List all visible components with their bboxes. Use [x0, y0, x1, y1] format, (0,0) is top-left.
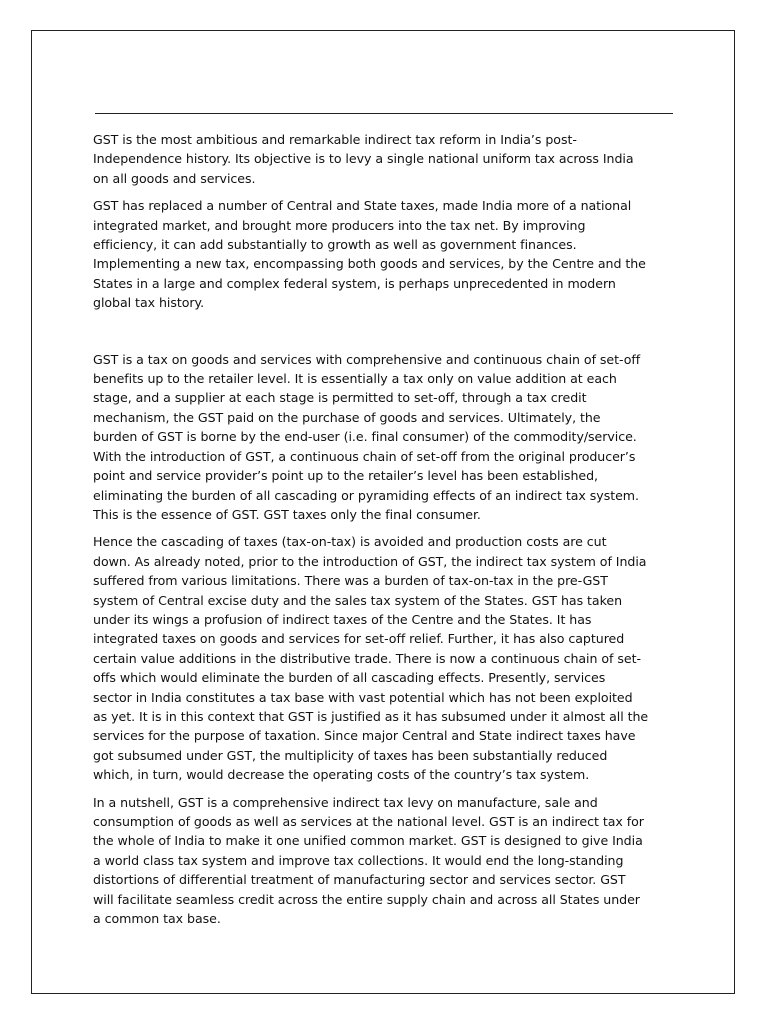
paragraph-replaced-taxes: GST has replaced a number of Central and State taxes, made India more of a national integrated market, and brought more producers into the tax net. By improving efficiency, it can add substantially to growth as well as government finances. Implementing a new tax, encompassing both goods and services, by the Centre and the States in a large and complex federal system, is perhaps unprecedented in modern global tax history.	[93, 198, 646, 311]
paragraph-nutshell: In a nutshell, GST is a comprehensive indirect tax levy on manufacture, sale and consumption of goods as well as services at the national level. GST is an indirect tax for the whole of India to make it one unified common market. GST is designed to give India a world class tax system and improve tax collections. It would end the long-standing distortions of differential treatment of manufacturing sector and services sector. GST will facilitate seamless credit across the entire supply chain and across all States under a common tax base.	[93, 794, 644, 927]
paragraph-intro: GST is the most ambitious and remarkable indirect tax reform in India’s post- Independence history. Its objective is to levy a single national uniform tax across India on all goods and services.	[93, 132, 634, 186]
header-rule	[95, 113, 673, 114]
paragraph-spacer	[93, 321, 677, 350]
document-body	[93, 130, 677, 936]
paragraph-cascading-taxes: Hence the cascading of taxes (tax-on-tax) is avoided and production costs are cut down. As already noted, prior to the introduction of GST, the indirect tax system of India suffered from various limitations. There was a burden of tax-on-tax in the pre-GST system of Central excise duty and the sales tax system of the States. GST has taken under its wings a profusion of indirect taxes of the Centre and the States. It has integrated taxes on goods and services for set-off relief. Further, it has also captured certain value additions in the distributive trade. There is now a continuous chain of set- offs which would eliminate the burden of all cascading effects. Presently, services sector in India constitutes a tax base with vast potential which has not been exploited as yet. It is in this context that GST is justified as it has subsumed under it almost all the services for the purpose of taxation. Since major Central and State indirect taxes have got subsumed under GST, the multiplicity of taxes has been substantially reduced which, in turn, would decrease the operating costs of the country’s tax system.	[93, 534, 649, 783]
paragraph-set-off-chain: GST is a tax on goods and services with comprehensive and continuous chain of set-off benefits up to the retailer level. It is essentially a tax only on value addition at each stage, and a supplier at each stage is permitted to set-off, through a tax credit mechanism, the GST paid on the purchase of goods and services. Ultimately, the burden of GST is borne by the end-user (i.e. final consumer) of the commodity/service. With the introduction of GST, a continuous chain of set-off from the original producer’s point and service provider’s point up to the retailer’s level has been established, eliminating the burden of all cascading or pyramiding effects of an indirect tax system. This is the essence of GST. GST taxes only the final consumer.	[93, 351, 641, 522]
